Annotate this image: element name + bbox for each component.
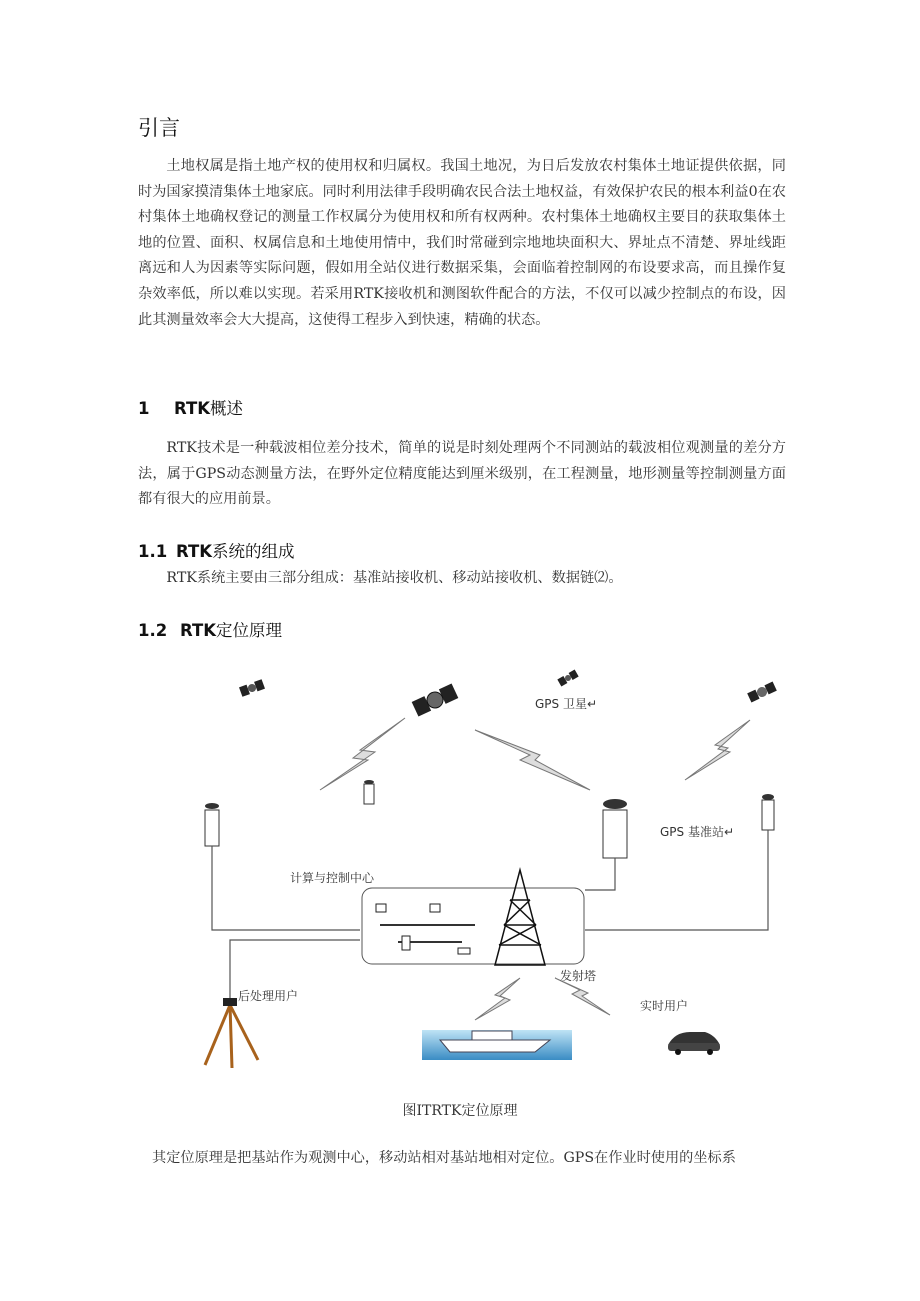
- section-1-2-title: 定位原理: [216, 621, 283, 640]
- rover-receiver-icon: [364, 780, 374, 804]
- satellite-icon: [747, 682, 777, 703]
- section-1-1-heading: [138, 538, 295, 562]
- section-1-2-rtk: RTK: [180, 621, 217, 640]
- base-station-label: GPS 基准站↵: [660, 825, 735, 839]
- satellite-icon: [557, 670, 578, 687]
- rover-receiver-icon: [205, 803, 219, 846]
- rtk-principle-diagram: [190, 660, 790, 1080]
- section-1-2-number: 1.2: [138, 621, 168, 640]
- intro-paragraph: 土地权属是指土地产权的使用权和归属权。我国土地况，为日后发放农村集体土地证提供依据，同时为国家摸清集体土地家底。同时利用法律手段明确农民合法土地权益，有效保护农民的根本利益0在农村集体土地确权登记的测量工作权属分为使用权和所有权两种。农村集体土地确权主要目的获取集体土地的位置、面积、权属信息和土地使用情中，我们时常碰到宗地地块面积大、界址点不清楚、界址线距离远和人为因素等实际问题，假如用全站仪进行数据采集，会面临着控制网的布设要求高，而且操作复杂效率低，所以难以实现。若采用RTK接收机和测图软件配合的方法，不仅可以减少控制点的布设，因此其测量效率会大大提高，这使得工程步入到快速，精确的状态。: [138, 158, 786, 328]
- section-1-2-heading: [138, 617, 282, 641]
- realtime-user-label: 实时用户: [640, 999, 689, 1013]
- satellite-icon: [239, 679, 265, 697]
- section-1-title: 概述: [210, 399, 244, 418]
- section-1-number: 1: [138, 399, 150, 418]
- base-station-receiver-icon: [603, 799, 627, 858]
- base-station-receiver-icon: [762, 794, 774, 830]
- connection-line: [585, 858, 615, 890]
- signal-bolt-icon: [320, 718, 405, 790]
- intro-heading: 引言: [138, 116, 180, 140]
- figure-caption: 图ITRTK定位原理: [402, 1103, 518, 1119]
- section-1-1-rtk: RTK: [176, 542, 213, 561]
- signal-bolt-icon: [475, 730, 590, 790]
- control-center: [362, 888, 584, 964]
- control-center-label: 计算与控制中心: [290, 871, 375, 885]
- section-1-1-number: 1.1: [138, 542, 168, 561]
- connection-line: [212, 846, 360, 930]
- signal-bolt-icon: [685, 720, 750, 780]
- section-1-rtk: RTK: [174, 399, 211, 418]
- final-paragraph: 其定位原理是把基站作为观测中心，移动站相对基站地相对定位。GPS在作业时使用的坐标系: [152, 1150, 736, 1166]
- tripod-icon: [205, 998, 258, 1068]
- section-1-1-title: 系统的组成: [212, 542, 295, 561]
- section-1-paragraph: RTK技术是一种载波相位差分技术，简单的说是时刻处理两个不同测站的载波相位观测量的差分方法，属于GPS动态测量方法，在野外定位精度能达到厘米级别，在工程测量，地形测量等控制测量方面都有很大的应用前景。: [138, 440, 786, 508]
- signal-bolt-icon: [475, 978, 520, 1020]
- tower-label: 发射塔: [560, 969, 597, 983]
- car-icon: [668, 1032, 720, 1055]
- signal-bolt-icon: [555, 978, 610, 1015]
- section-1-1-paragraph: RTK系统主要由三部分组成：基准站接收机、移动站接收机、数据链⑵。: [166, 570, 623, 586]
- post-user-label: 后处理用户: [238, 989, 299, 1003]
- satellite-icon: [412, 683, 459, 716]
- boat-icon: [422, 1030, 572, 1060]
- section-1-heading: [138, 395, 243, 419]
- satellite-label: GPS 卫星↵: [535, 697, 598, 711]
